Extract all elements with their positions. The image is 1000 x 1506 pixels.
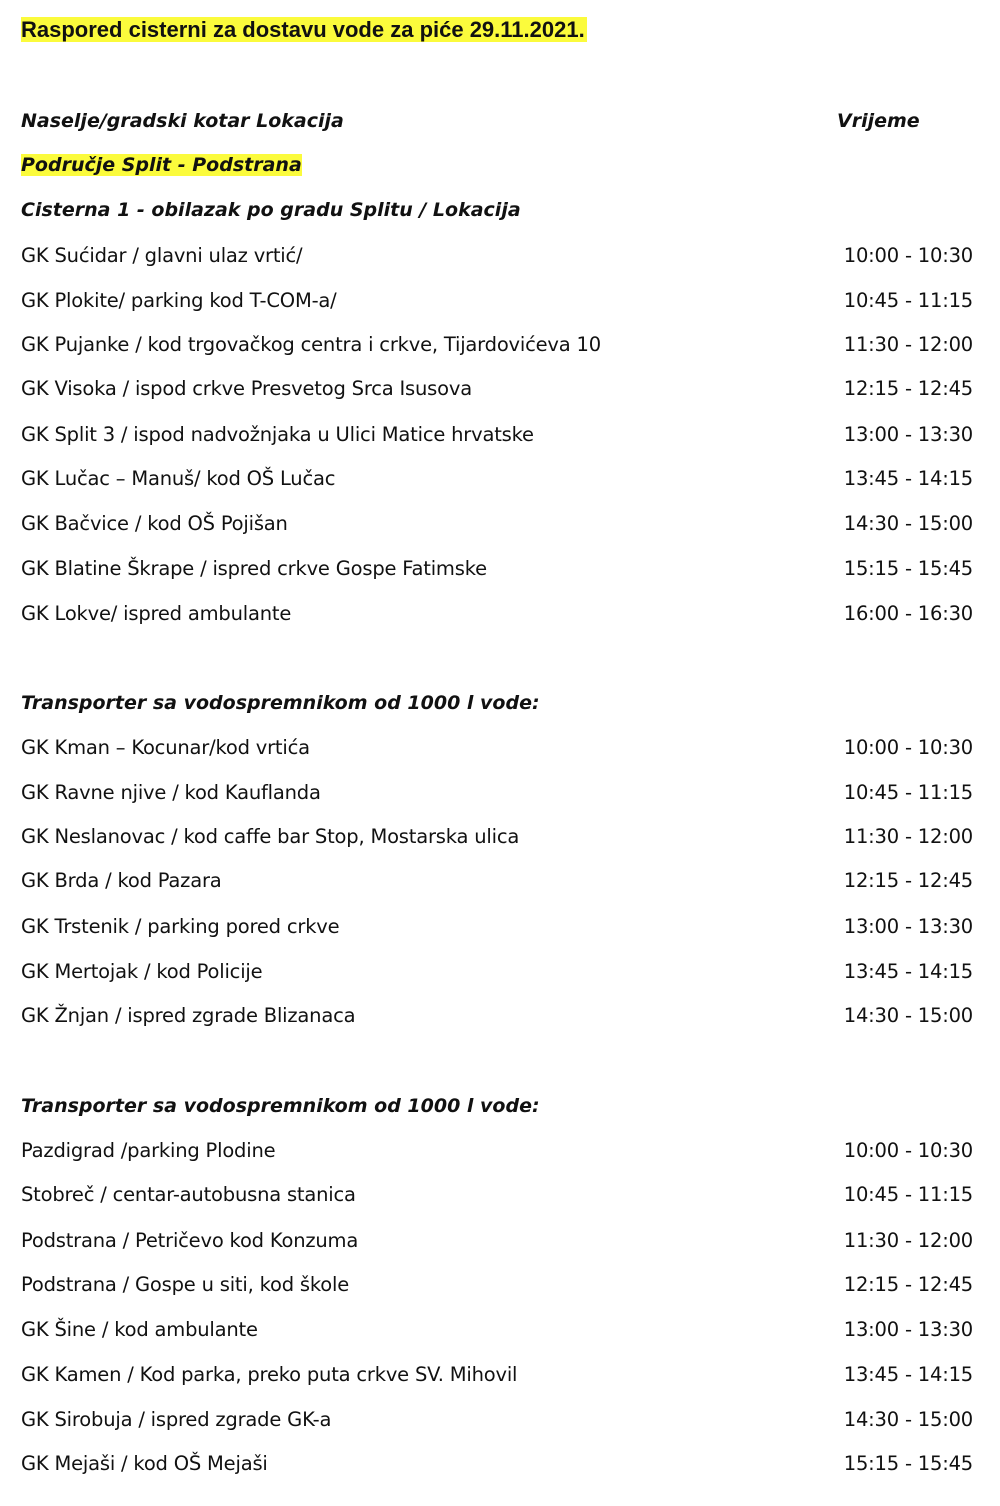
row-location: GK Visoka / ispod crkve Presvetog Srca Isusova [21, 377, 472, 400]
area-heading: Područje Split - Podstrana [21, 154, 302, 176]
section-heading: Transporter sa vodospremnikom od 1000 l vode: [21, 1095, 540, 1117]
row-location: GK Split 3 / ispod nadvožnjaka u Ulici Matice hrvatske [21, 423, 534, 446]
row-time: 10:45 - 11:15 [843, 289, 973, 312]
row-time: 11:30 - 12:00 [843, 825, 973, 848]
table-row [21, 1406, 973, 1434]
row-location: GK Brda / kod Pazara [21, 869, 222, 892]
row-time: 12:15 - 12:45 [843, 1273, 973, 1296]
row-time: 15:15 - 15:45 [843, 1452, 973, 1475]
section-heading: Cisterna 1 - obilazak po gradu Splitu / Lokacija [21, 199, 521, 221]
row-time: 14:30 - 15:00 [843, 1408, 973, 1431]
row-location: Podstrana / Gospe u siti, kod škole [21, 1273, 349, 1296]
table-row [21, 1227, 973, 1255]
row-time: 13:00 - 13:30 [843, 915, 973, 938]
table-row [21, 1002, 973, 1030]
column-header-left: Naselje/gradski kotar Lokacija [21, 110, 344, 132]
row-location: GK Lokve/ ispred ambulante [21, 602, 292, 625]
table-row [21, 913, 973, 941]
row-time: 14:30 - 15:00 [843, 512, 973, 535]
table-row [21, 734, 973, 762]
row-time: 10:45 - 11:15 [843, 1183, 973, 1206]
row-location: GK Trstenik / parking pored crkve [21, 915, 340, 938]
document-title-line [21, 16, 587, 44]
row-location: GK Ravne njive / kod Kauflanda [21, 781, 321, 804]
row-location: GK Kamen / Kod parka, preko puta crkve SV. Mihovil [21, 1363, 518, 1386]
row-location: GK Sućidar / glavni ulaz vrtić/ [21, 244, 303, 267]
row-time: 16:00 - 16:30 [843, 602, 973, 625]
row-location: Pazdigrad /parking Plodine [21, 1139, 276, 1162]
row-location: GK Bačvice / kod OŠ Pojišan [21, 512, 288, 535]
row-time: 10:00 - 10:30 [843, 736, 973, 759]
row-time: 12:15 - 12:45 [843, 377, 973, 400]
row-time: 12:15 - 12:45 [843, 869, 973, 892]
table-row [21, 242, 973, 270]
table-row [21, 1361, 973, 1389]
row-time: 11:30 - 12:00 [843, 333, 973, 356]
row-location: GK Neslanovac / kod caffe bar Stop, Mostarska ulica [21, 825, 520, 848]
row-location: GK Mertojak / kod Policije [21, 960, 263, 983]
table-row [21, 510, 973, 538]
table-row [21, 465, 973, 493]
row-location: GK Šine / kod ambulante [21, 1318, 258, 1341]
table-row [21, 1181, 973, 1209]
table-row [21, 867, 973, 895]
row-time: 14:30 - 15:00 [843, 1004, 973, 1027]
table-row [21, 331, 973, 359]
table-row [21, 1450, 973, 1478]
column-header-time: Vrijeme [837, 110, 920, 132]
row-location: Podstrana / Petričevo kod Konzuma [21, 1229, 359, 1252]
table-row [21, 1137, 973, 1165]
row-location: GK Blatine Škrape / ispred crkve Gospe Fatimske [21, 557, 487, 580]
row-time: 13:45 - 14:15 [843, 467, 973, 490]
row-location: GK Žnjan / ispred zgrade Blizanaca [21, 1004, 356, 1027]
table-row [21, 421, 973, 449]
table-row [21, 823, 973, 851]
table-row [21, 958, 973, 986]
row-time: 10:45 - 11:15 [843, 781, 973, 804]
row-time: 11:30 - 12:00 [843, 1229, 973, 1252]
section-heading: Transporter sa vodospremnikom od 1000 l vode: [21, 692, 540, 714]
row-location: GK Mejaši / kod OŠ Mejaši [21, 1452, 268, 1475]
row-location: GK Plokite/ parking kod T-COM-a/ [21, 289, 337, 312]
row-time: 10:00 - 10:30 [843, 244, 973, 267]
row-time: 13:00 - 13:30 [843, 423, 973, 446]
row-location: GK Kman – Kocunar/kod vrtića [21, 736, 310, 759]
table-row [21, 1316, 973, 1344]
table-row [21, 287, 973, 315]
table-row [21, 1271, 973, 1299]
table-row [21, 555, 973, 583]
row-location: GK Pujanke / kod trgovačkog centra i crkve, Tijardovićeva 10 [21, 333, 601, 356]
row-location: Stobreč / centar-autobusna stanica [21, 1183, 356, 1206]
area-heading-line [21, 151, 302, 179]
table-row [21, 375, 973, 403]
document-title: Raspored cisterni za dostavu vode za piće 29.11.2021. [21, 17, 585, 42]
row-time: 13:00 - 13:30 [843, 1318, 973, 1341]
table-row [21, 600, 973, 628]
table-row [21, 779, 973, 807]
row-location: GK Sirobuja / ispred zgrade GK-a [21, 1408, 332, 1431]
row-time: 13:45 - 14:15 [843, 1363, 973, 1386]
row-time: 13:45 - 14:15 [843, 960, 973, 983]
row-location: GK Lučac – Manuš/ kod OŠ Lučac [21, 467, 336, 490]
row-time: 15:15 - 15:45 [843, 557, 973, 580]
row-time: 10:00 - 10:30 [843, 1139, 973, 1162]
